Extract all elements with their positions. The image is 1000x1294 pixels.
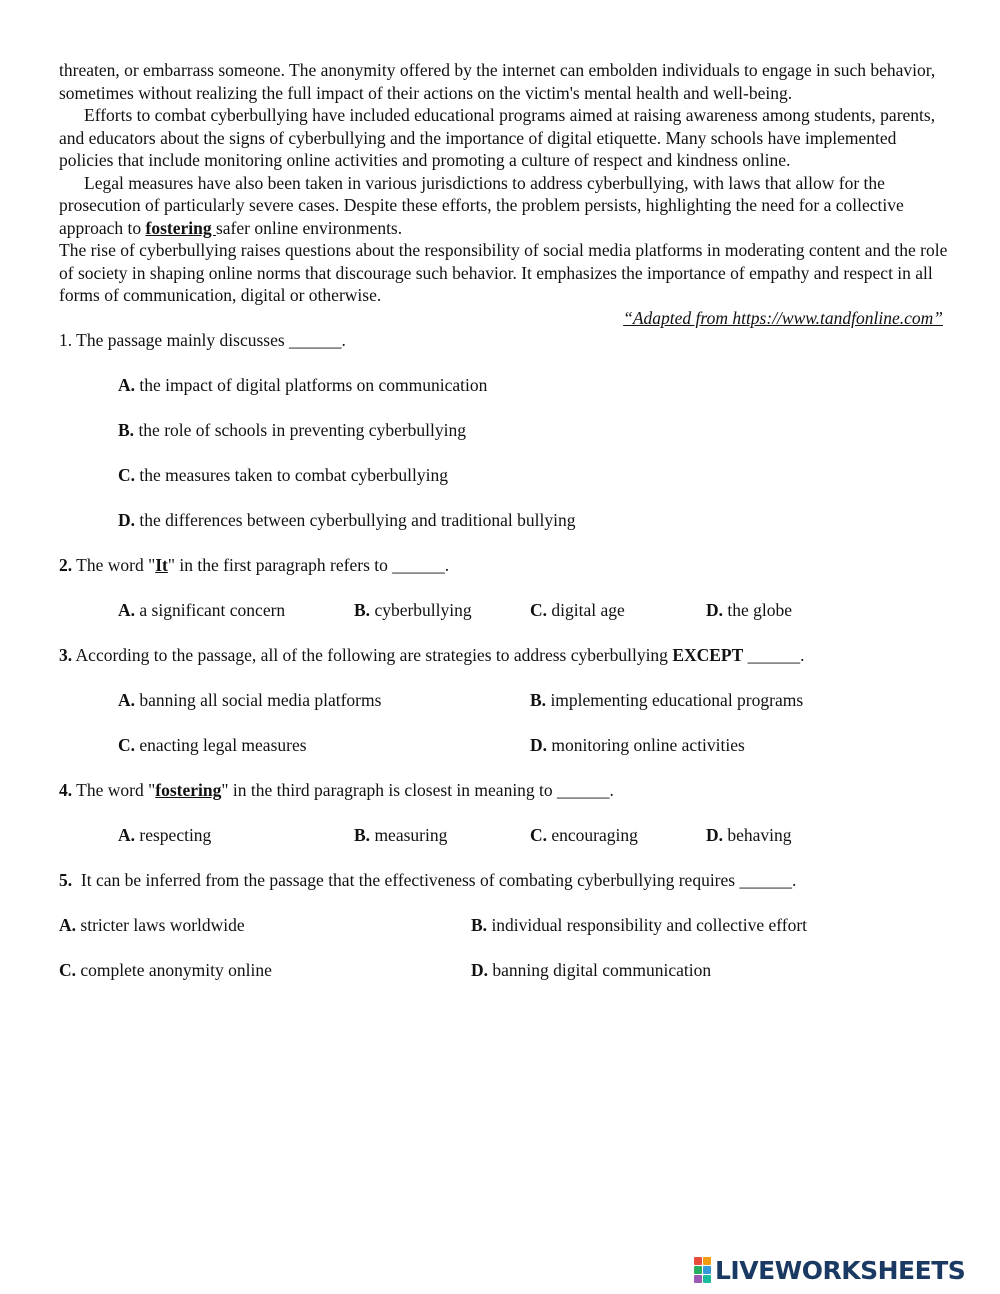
q5-option-d[interactable] [471,959,711,982]
worksheet-page [59,59,949,982]
option-text: respecting [139,825,212,845]
q4-option-c[interactable] [530,824,706,847]
option-letter: C. [530,600,548,620]
question-5 [59,869,949,892]
option-text: digital age [551,600,625,620]
option-letter: A. [118,690,136,710]
question-2 [59,554,949,577]
option-text: monitoring online activities [551,735,745,755]
question-number: 5. [59,870,73,890]
question-keyword: It [155,555,168,575]
q4-option-b[interactable] [354,824,530,847]
logo-block [694,1266,702,1274]
q2-option-a[interactable] [118,599,354,622]
q2-option-d[interactable] [706,599,792,622]
option-text: banning digital communication [492,960,712,980]
question-keyword: fostering [155,780,222,800]
option-letter: A. [59,915,77,935]
option-letter: C. [530,825,548,845]
q4-option-d[interactable] [706,824,792,847]
p3-text-after: safer online environments. [215,217,403,238]
q3-option-d[interactable] [530,734,745,757]
option-text: the impact of digital platforms on communication [139,375,488,395]
option-text: measuring [374,825,448,845]
option-text: encouraging [551,825,638,845]
q3-option-b[interactable] [530,689,803,712]
option-text: the role of schools in preventing cyberbullying [138,420,466,440]
option-letter: D. [706,600,724,620]
option-letter: B. [530,690,547,710]
option-letter: B. [118,420,135,440]
question-text: ______. [743,645,805,665]
logo-block [703,1275,711,1283]
passage-paragraph-3 [59,172,949,240]
option-text: stricter laws worldwide [80,915,245,935]
liveworksheets-logo [694,1254,965,1286]
option-letter: D. [471,960,489,980]
q1-option-c[interactable] [118,464,949,487]
option-letter: C. [118,735,136,755]
logo-block [703,1266,711,1274]
option-text: the measures taken to combat cyberbullying [139,465,448,485]
logo-text: LIVEWORKSHEETS [715,1255,966,1285]
option-letter: D. [706,825,724,845]
q3-option-a[interactable] [118,689,530,712]
q5-option-a[interactable] [59,914,471,937]
question-1: 1. The passage mainly discusses ______. [59,330,346,350]
source-citation: “Adapted from https://www.tandfonline.com” [623,307,943,328]
option-text: cyberbullying [374,600,472,620]
option-letter: B. [354,600,371,620]
question-4 [59,779,949,802]
option-text: enacting legal measures [139,735,307,755]
q4-option-a[interactable] [118,824,354,847]
option-text: the globe [727,600,793,620]
option-letter: D. [118,510,136,530]
question-text: " in the first paragraph refers to ______. [167,555,450,575]
option-letter: D. [530,735,548,755]
option-text: individual responsibility and collective effort [491,915,808,935]
option-text: the differences between cyberbullying and traditional bullying [139,510,576,530]
option-letter: B. [471,915,488,935]
option-text: a significant concern [139,600,286,620]
logo-blocks-icon [694,1257,711,1283]
option-letter: A. [118,600,136,620]
question-text: The word " [72,780,156,800]
question-emphasis: EXCEPT [672,645,744,665]
question-text: The word " [72,555,156,575]
q5-option-c[interactable] [59,959,471,982]
option-letter: A. [118,375,136,395]
question-3 [59,644,949,667]
passage-paragraph-2: Efforts to combat cyberbullying have included educational programs aimed at raising awareness among students, parents, and educators about the signs of cyberbullying and the importance of digital etiquette. Many schools have implemented policies that include monitoring online activities and promoting a culture of respect and kindness online. [59,105,936,170]
q1-option-b[interactable] [118,419,949,442]
option-text: behaving [727,825,792,845]
question-number: 3. [59,645,73,665]
q2-option-c[interactable] [530,599,706,622]
question-text: " in the third paragraph is closest in meaning to ______. [221,780,614,800]
question-number: 4. [59,780,73,800]
p3-text-before: Legal measures have also been taken in various jurisdictions to address cyberbullying, with laws that allow for the prosecution of particularly severe cases. Despite these efforts, the problem persists, highlighting the need for a collective approach to [59,172,904,238]
option-letter: C. [59,960,77,980]
question-number: 2. [59,555,73,575]
option-letter: A. [118,825,136,845]
logo-block [703,1257,711,1265]
passage-paragraph-4: The rise of cyberbullying raises questions about the responsibility of social media platforms in moderating content and the role of society in shaping online norms that discourage such behavior. It emphasizes the importance of empathy and respect in all forms of communication, digital or otherwise. [59,240,948,305]
option-text: banning all social media platforms [139,690,382,710]
q2-option-b[interactable] [354,599,530,622]
q3-option-c[interactable] [118,734,530,757]
passage-paragraph-1-end: threaten, or embarrass someone. The anonymity offered by the internet can embolden individuals to engage in such behavior, sometimes without realizing the full impact of their actions on the victim's mental health and well-being. [59,60,936,103]
option-letter: C. [118,465,136,485]
option-letter: B. [354,825,371,845]
q1-option-d[interactable] [118,509,949,532]
option-text: implementing educational programs [550,690,804,710]
q5-option-b[interactable] [471,914,807,937]
q1-option-a[interactable] [118,374,949,397]
question-text: According to the passage, all of the following are strategies to address cyberbullying [72,645,673,665]
question-text: It can be inferred from the passage that the effectiveness of combating cyberbullying requires ______. [72,870,797,890]
option-text: complete anonymity online [80,960,272,980]
p3-keyword-fostering: fostering [145,217,216,238]
logo-block [694,1257,702,1265]
logo-block [694,1275,702,1283]
